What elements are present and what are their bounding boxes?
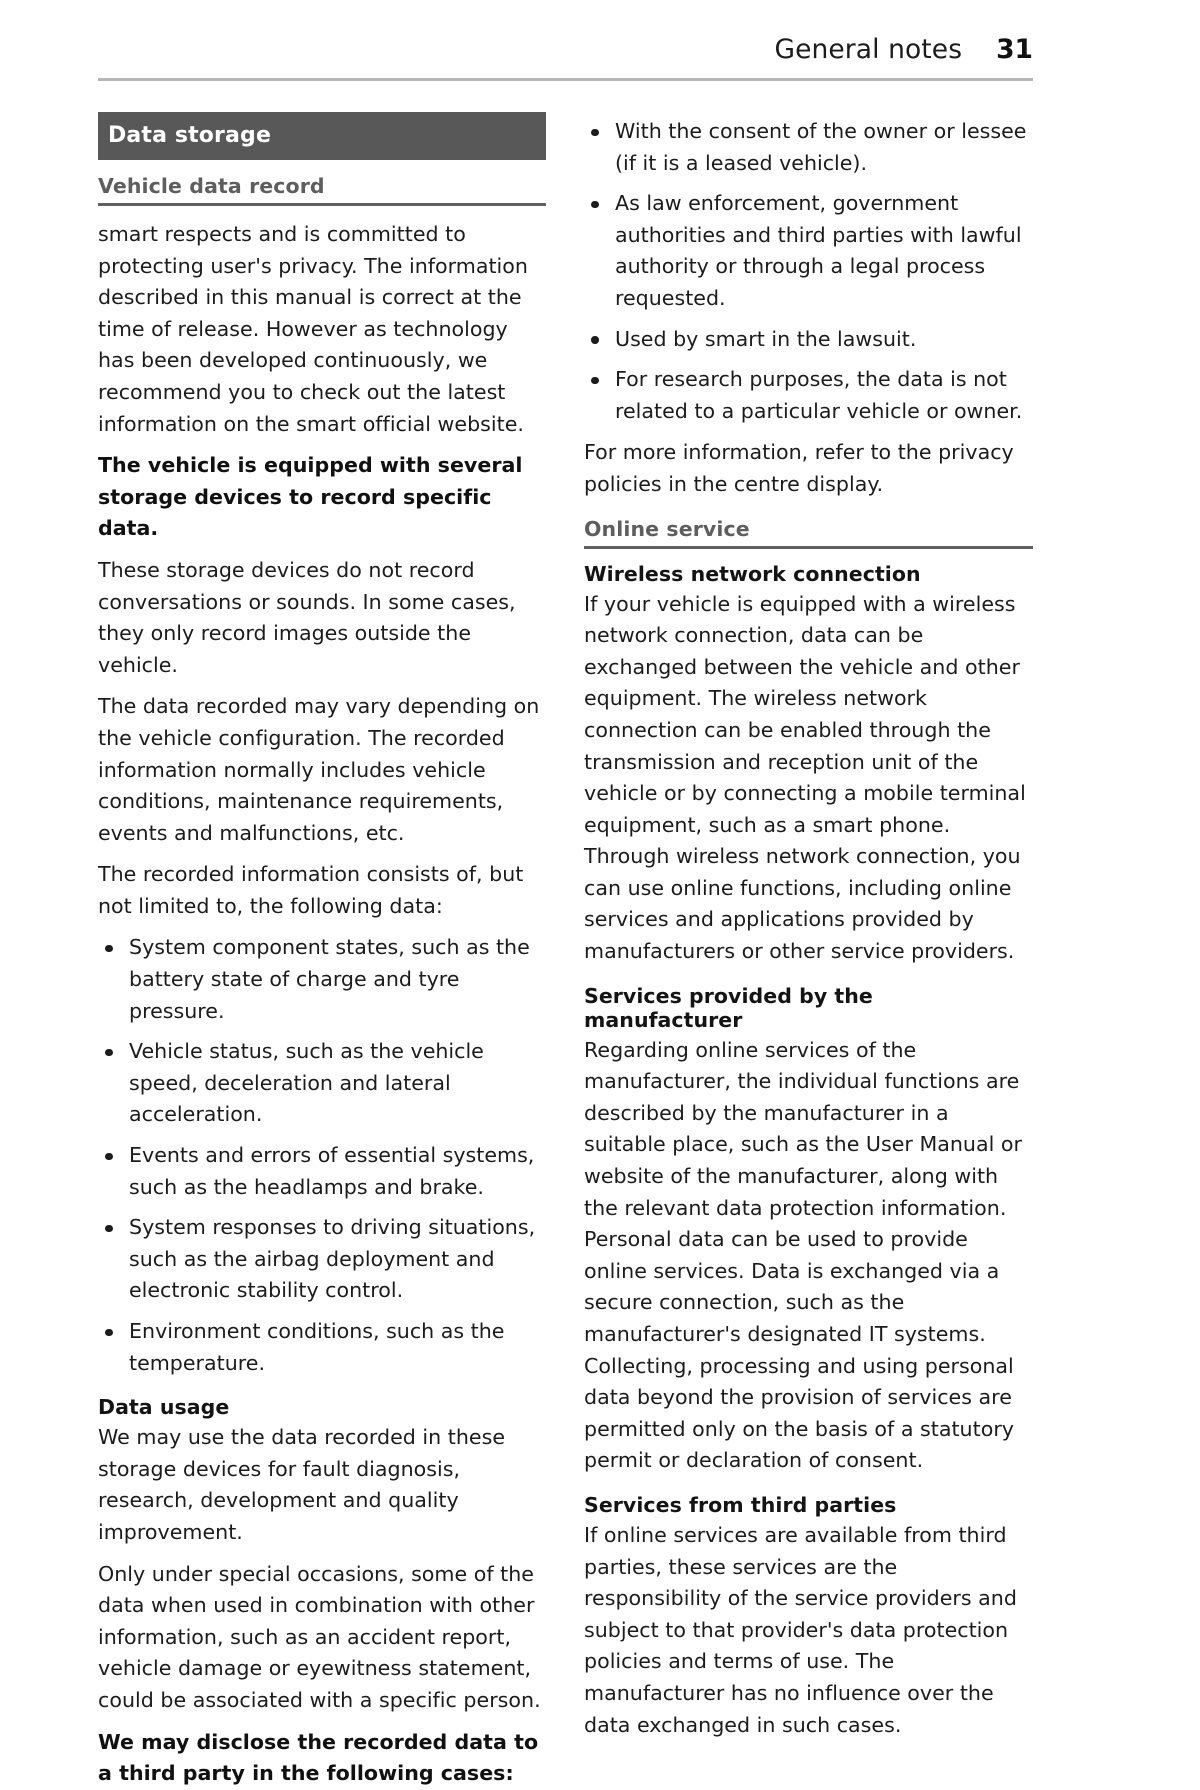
paragraph-storage-devices-bold: The vehicle is equipped with several storage devices to record specific data. <box>98 453 523 541</box>
bullet-dot-icon <box>591 336 599 344</box>
list-item <box>584 116 1033 179</box>
list-item <box>584 364 1033 427</box>
bullet-dot-icon <box>105 1153 113 1161</box>
paragraph-more-information: For more information, refer to the privacy policies in the centre display. <box>584 440 1014 496</box>
disclosure-cases-list <box>584 116 1033 427</box>
list-item <box>584 324 1033 356</box>
paragraph-disclose-bold: We may disclose the recorded data to a third party in the following cases: <box>98 1729 539 1786</box>
list-item-text: Events and errors of essential systems, such as the headlamps and brake. <box>129 1143 535 1199</box>
list-item <box>98 1036 546 1131</box>
recorded-data-list <box>98 932 546 1379</box>
list-item <box>98 932 546 1027</box>
header-divider <box>98 78 1033 81</box>
bullet-dot-icon <box>591 201 599 209</box>
left-column <box>98 112 546 1790</box>
right-column <box>584 112 1033 1741</box>
subsection-title-vehicle-data-record: Vehicle data record <box>98 174 546 206</box>
paragraph-privacy-commitment: smart respects and is committed to protecting user's privacy. The information described in this manual is correct at the time of release. However as technology has been developed continuously, we recommend you to check out the latest information on the smart official website. <box>98 222 528 436</box>
list-item-text: As law enforcement, government authorities and third parties with lawful authority or through a legal process requested. <box>615 191 1022 310</box>
list-item <box>584 188 1033 314</box>
list-item <box>98 1316 546 1379</box>
list-item <box>98 1140 546 1203</box>
subsection-title-online-service: Online service <box>584 517 1033 549</box>
heading-services-by-manufacturer: Services provided by the manufacturer <box>584 983 873 1032</box>
section-title-data-storage: Data storage <box>98 112 546 160</box>
paragraph-manufacturer-services: Regarding online services of the manufacturer, the individual functions are described by the manufacturer in a suitable place, such as the User Manual or website of the manufacturer, along with the relevant data protection information. Personal data can be used to provide online services. Data is exchanged via a secure connection, such as the manufacturer's designated IT systems. Collecting, processing and using personal data beyond the provision of services are permitted only on the basis of a statutory permit or declaration of consent. <box>584 1037 1022 1473</box>
bullet-dot-icon <box>105 1225 113 1233</box>
paragraph-no-conversations: These storage devices do not record conversations or sounds. In some cases, they only record images outside the vehicle. <box>98 557 516 677</box>
list-item-text: Vehicle status, such as the vehicle speed, deceleration and lateral acceleration. <box>129 1039 484 1127</box>
page-title: General notes <box>774 34 963 65</box>
bullet-dot-icon <box>105 945 113 953</box>
paragraph-third-party-services: If online services are available from third parties, these services are the responsibility of the service providers and subject to that provider's data protection policies and terms of use. The manufacturer has no influence over the data exchanged in such cases. <box>584 1522 1017 1737</box>
bullet-dot-icon <box>591 129 599 137</box>
paragraph-data-variation: The data recorded may vary depending on the vehicle configuration. The recorded information normally includes vehicle conditions, maintenance requirements, events and malfunctions, etc. <box>98 694 540 845</box>
paragraph-special-occasions: Only under special occasions, some of the data when used in combination with other information, such as an accident report, vehicle damage or eyewitness statement, could be associated with a specific person. <box>98 1561 541 1712</box>
list-item-text: For research purposes, the data is not related to a particular vehicle or owner. <box>615 367 1023 423</box>
list-item-text: Used by smart in the lawsuit. <box>615 326 917 351</box>
list-item-text: With the consent of the owner or lessee (if it is a leased vehicle). <box>615 119 1027 175</box>
paragraph-recorded-intro: The recorded information consists of, but not limited to, the following data: <box>98 862 524 918</box>
list-item-text: System responses to driving situations, such as the airbag deployment and electronic stability control. <box>129 1215 536 1303</box>
bullet-dot-icon <box>105 1049 113 1057</box>
list-item <box>98 1212 546 1307</box>
page-number: 31 <box>996 34 1033 65</box>
paragraph-data-usage-purposes: We may use the data recorded in these storage devices for fault diagnosis, research, development and quality improvement. <box>98 1425 506 1544</box>
heading-wireless-network-connection: Wireless network connection <box>584 561 921 586</box>
content-columns <box>98 112 1033 1790</box>
list-item-text: System component states, such as the battery state of charge and tyre pressure. <box>129 935 530 1023</box>
bullet-dot-icon <box>105 1329 113 1337</box>
list-item-text: Environment conditions, such as the temperature. <box>129 1319 505 1375</box>
page-header <box>98 34 1033 65</box>
bullet-dot-icon <box>591 377 599 385</box>
paragraph-wireless-network: If your vehicle is equipped with a wireless network connection, data can be exchanged between the vehicle and other equipment. The wireless network connection can be enabled through the transmission and reception unit of the vehicle or by connecting a mobile terminal equipment, such as a smart phone. Through wireless network connection, you can use online functions, including online services and applications provided by manufacturers or other service providers. <box>584 591 1026 964</box>
heading-services-from-third-parties: Services from third parties <box>584 1492 897 1517</box>
heading-data-usage: Data usage <box>98 1395 230 1420</box>
